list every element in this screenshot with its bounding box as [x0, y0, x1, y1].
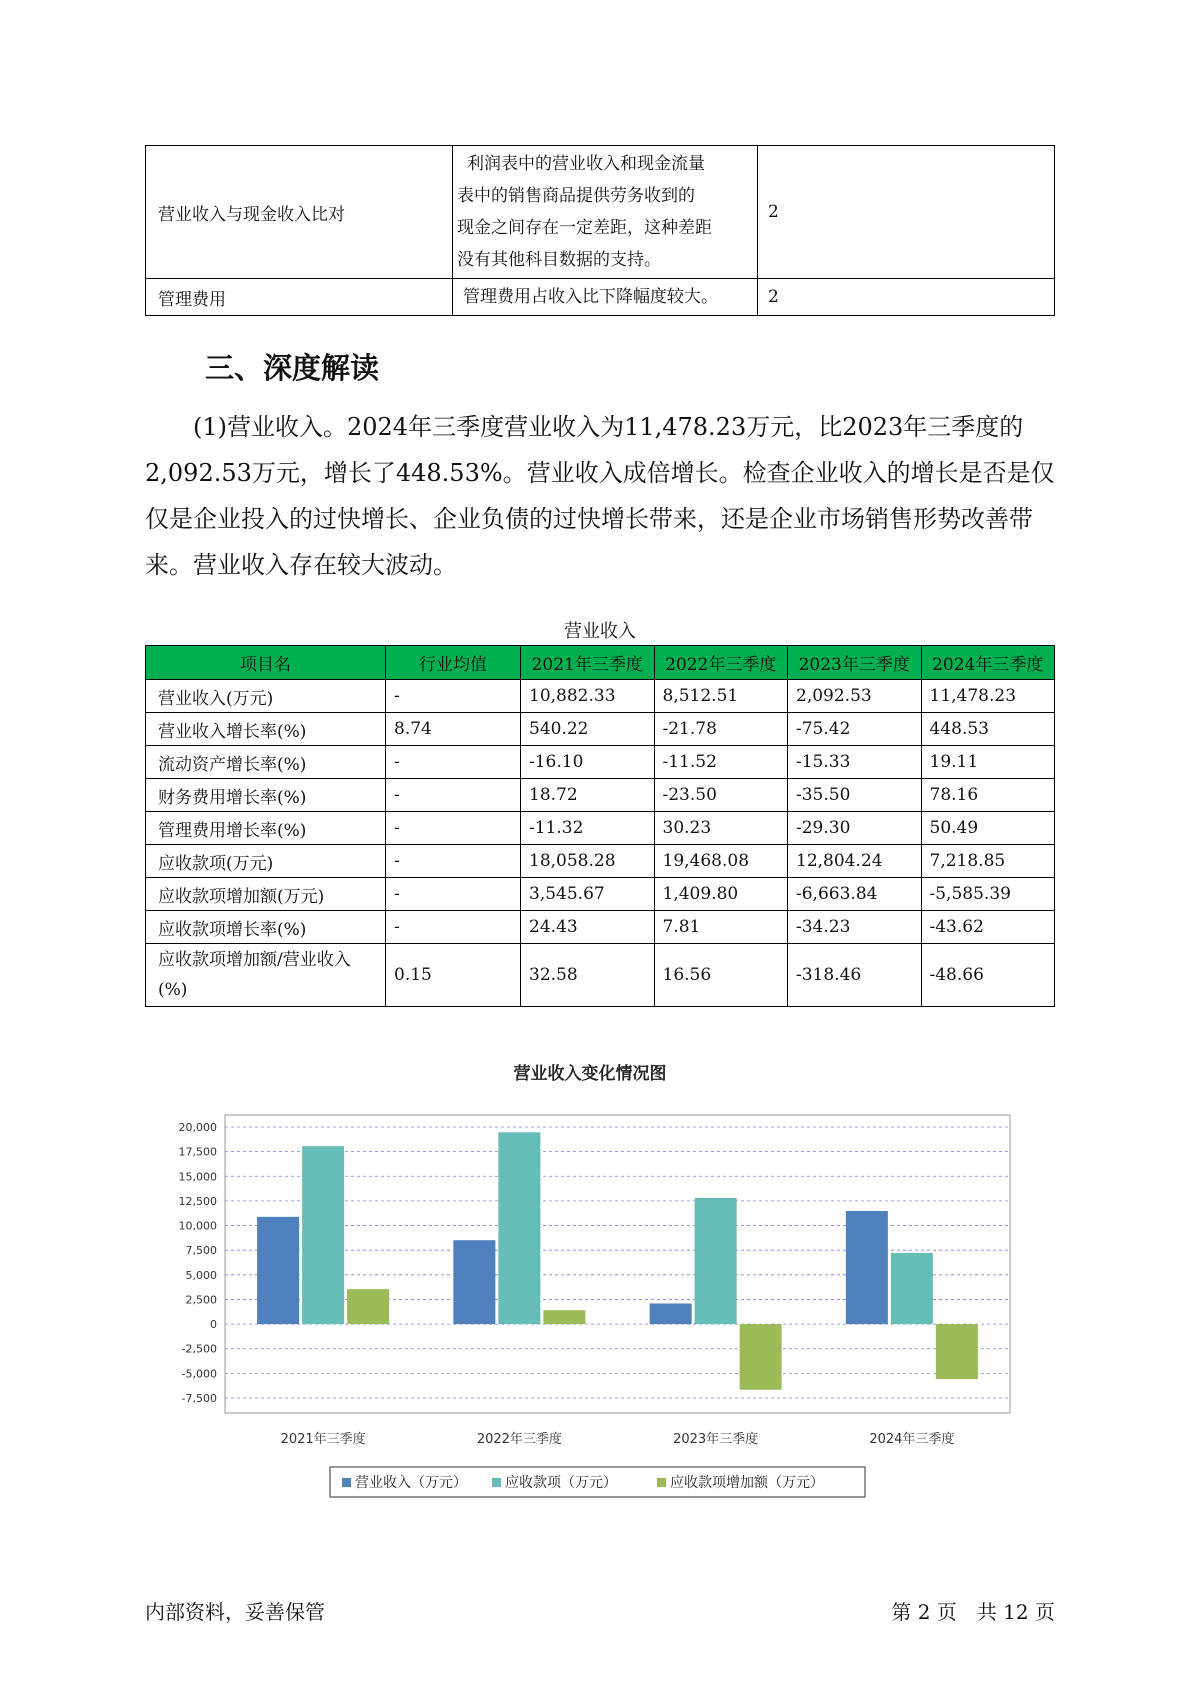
row-label: 应收款项增加额/营业收入(%) — [146, 944, 386, 1007]
desc-line: 没有其他科目数据的支持。 — [457, 250, 661, 270]
table-cell: -11.32 — [521, 812, 655, 845]
risk-item: 营业收入与现金收入比对 — [146, 146, 453, 279]
y-tick-label: 7,500 — [185, 1244, 217, 1258]
table-cell: 10,882.33 — [521, 680, 655, 713]
table-cell: 32.58 — [521, 944, 655, 1007]
bar — [543, 1310, 585, 1324]
bar — [498, 1132, 540, 1324]
revenue-bar-chart — [145, 1055, 1035, 1515]
table-caption: 营业收入 — [564, 621, 636, 642]
row-label: 流动资产增长率(%) — [146, 746, 386, 779]
table-cell: 1,409.80 — [654, 878, 788, 911]
table-cell: 50.49 — [921, 812, 1055, 845]
table-cell: - — [386, 911, 521, 944]
column-header: 行业均值 — [386, 646, 521, 680]
row-label: 营业收入增长率(%) — [146, 713, 386, 746]
legend-swatch — [492, 1478, 501, 1487]
bar — [453, 1240, 495, 1324]
table-cell: 7,218.85 — [921, 845, 1055, 878]
table-cell: -11.52 — [654, 746, 788, 779]
table-cell: -15.33 — [788, 746, 922, 779]
table-cell: 19,468.08 — [654, 845, 788, 878]
table-cell: 18.72 — [521, 779, 655, 812]
table-cell: -23.50 — [654, 779, 788, 812]
table-cell: -5,585.39 — [921, 878, 1055, 911]
y-tick-label: 5,000 — [185, 1268, 217, 1282]
table-cell: -43.62 — [921, 911, 1055, 944]
desc-line: 管理费用占收入比下降幅度较大。 — [463, 287, 718, 307]
table-cell: 2,092.53 — [788, 680, 922, 713]
risk-description — [453, 146, 758, 279]
revenue-table — [145, 645, 1055, 1007]
bar — [302, 1146, 344, 1324]
y-tick-label: 17,500 — [178, 1145, 217, 1159]
x-tick-label: 2021年三季度 — [280, 1432, 366, 1447]
table-cell: -6,663.84 — [788, 878, 922, 911]
analysis-paragraph — [145, 404, 1057, 588]
table-cell: -318.46 — [788, 944, 922, 1007]
y-tick-label: -7,500 — [181, 1392, 217, 1405]
table-cell: 8,512.51 — [654, 680, 788, 713]
table-row — [146, 812, 1055, 845]
risk-item: 管理费用 — [146, 279, 453, 316]
bar — [846, 1211, 888, 1324]
bar — [891, 1253, 933, 1324]
table-cell: - — [386, 812, 521, 845]
y-tick-label: -5,000 — [181, 1367, 217, 1381]
column-header: 2024年三季度 — [921, 646, 1055, 680]
table-cell: 540.22 — [521, 713, 655, 746]
table-cell: -48.66 — [921, 944, 1055, 1007]
bar — [257, 1217, 299, 1324]
table-cell: 8.74 — [386, 713, 521, 746]
table-cell: -29.30 — [788, 812, 922, 845]
table-cell: 11,478.23 — [921, 680, 1055, 713]
risk-description — [453, 279, 758, 316]
table-row — [146, 146, 1055, 279]
table-cell: 30.23 — [654, 812, 788, 845]
column-header: 2022年三季度 — [654, 646, 788, 680]
table-header-row — [146, 646, 1055, 680]
bar — [936, 1324, 978, 1379]
table-cell: - — [386, 845, 521, 878]
table-cell: 19.11 — [921, 746, 1055, 779]
legend-swatch — [657, 1478, 666, 1487]
y-tick-label: 12,500 — [178, 1194, 217, 1208]
table-cell: -75.42 — [788, 713, 922, 746]
table-cell: 0.15 — [386, 944, 521, 1007]
table-cell: 448.53 — [921, 713, 1055, 746]
row-label: 应收款项(万元) — [146, 845, 386, 878]
table-row — [146, 878, 1055, 911]
desc-line: 利润表中的营业收入和现金流量 — [467, 154, 705, 174]
page-number: 第 2 页 共 12 页 — [891, 1600, 1055, 1624]
table-cell: -35.50 — [788, 779, 922, 812]
table-row — [146, 680, 1055, 713]
x-tick-label: 2022年三季度 — [476, 1432, 562, 1447]
bar — [650, 1303, 692, 1324]
table-row — [146, 911, 1055, 944]
desc-line: 表中的销售商品提供劳务收到的 — [457, 186, 695, 206]
column-header: 2021年三季度 — [521, 646, 655, 680]
table-cell: 24.43 — [521, 911, 655, 944]
row-label: 应收款项增长率(%) — [146, 911, 386, 944]
table-cell: -34.23 — [788, 911, 922, 944]
row-label: 营业收入(万元) — [146, 680, 386, 713]
table-row — [146, 845, 1055, 878]
bar — [695, 1198, 737, 1324]
bar — [740, 1324, 782, 1390]
table-cell: - — [386, 878, 521, 911]
table-row — [146, 713, 1055, 746]
table-cell: 78.16 — [921, 779, 1055, 812]
row-label: 应收款项增加额(万元) — [146, 878, 386, 911]
legend-swatch — [342, 1478, 351, 1487]
table-row — [146, 746, 1055, 779]
y-tick-label: 15,000 — [178, 1170, 217, 1184]
y-tick-label: 0 — [210, 1318, 217, 1332]
section-heading: 三、深度解读 — [205, 351, 380, 385]
x-tick-label: 2024年三季度 — [869, 1432, 955, 1447]
row-label: 财务费用增长率(%) — [146, 779, 386, 812]
table-cell: - — [386, 680, 521, 713]
legend-label: 应收款项（万元） — [505, 1475, 617, 1491]
table-cell: 12,804.24 — [788, 845, 922, 878]
chart-title: 营业收入变化情况图 — [513, 1064, 667, 1084]
column-header: 项目名 — [146, 646, 386, 680]
y-tick-label: 20,000 — [178, 1121, 217, 1134]
risk-score: 2 — [758, 279, 1055, 316]
table-row — [146, 779, 1055, 812]
table-cell: - — [386, 746, 521, 779]
legend-label: 营业收入（万元） — [355, 1475, 467, 1491]
table-cell: 16.56 — [654, 944, 788, 1007]
risk-score: 2 — [758, 146, 1055, 279]
table-cell: 18,058.28 — [521, 845, 655, 878]
row-label: 管理费用增长率(%) — [146, 812, 386, 845]
column-header: 2023年三季度 — [788, 646, 922, 680]
desc-line: 现金之间存在一定差距，这种差距 — [457, 218, 712, 238]
x-tick-label: 2023年三季度 — [673, 1432, 759, 1447]
bar — [347, 1289, 389, 1324]
legend-label: 应收款项增加额（万元） — [670, 1475, 824, 1491]
table-cell: 7.81 — [654, 911, 788, 944]
y-tick-label: -2,500 — [181, 1342, 217, 1356]
table-row — [146, 279, 1055, 316]
y-tick-label: 2,500 — [185, 1293, 217, 1307]
footer-left: 内部资料，妥善保管 — [145, 1600, 325, 1624]
paragraph-text: (1)营业收入。2024年三季度营业收入为11,478.23万元，比2023年三季度的2,092.53万元，增长了448.53%。营业收入成倍增长。检查企业收入的增长是否是仅仅是企业投入的过快增长、企业负债的过快增长带来，还是企业市场销售形势改善带来。营业收入存在较大波动。 — [145, 413, 1055, 579]
table-cell: 3,545.67 — [521, 878, 655, 911]
table-cell: -16.10 — [521, 746, 655, 779]
risk-table — [145, 145, 1055, 316]
table-cell: - — [386, 779, 521, 812]
table-cell: -21.78 — [654, 713, 788, 746]
table-row — [146, 944, 1055, 1007]
y-tick-label: 10,000 — [178, 1219, 217, 1233]
